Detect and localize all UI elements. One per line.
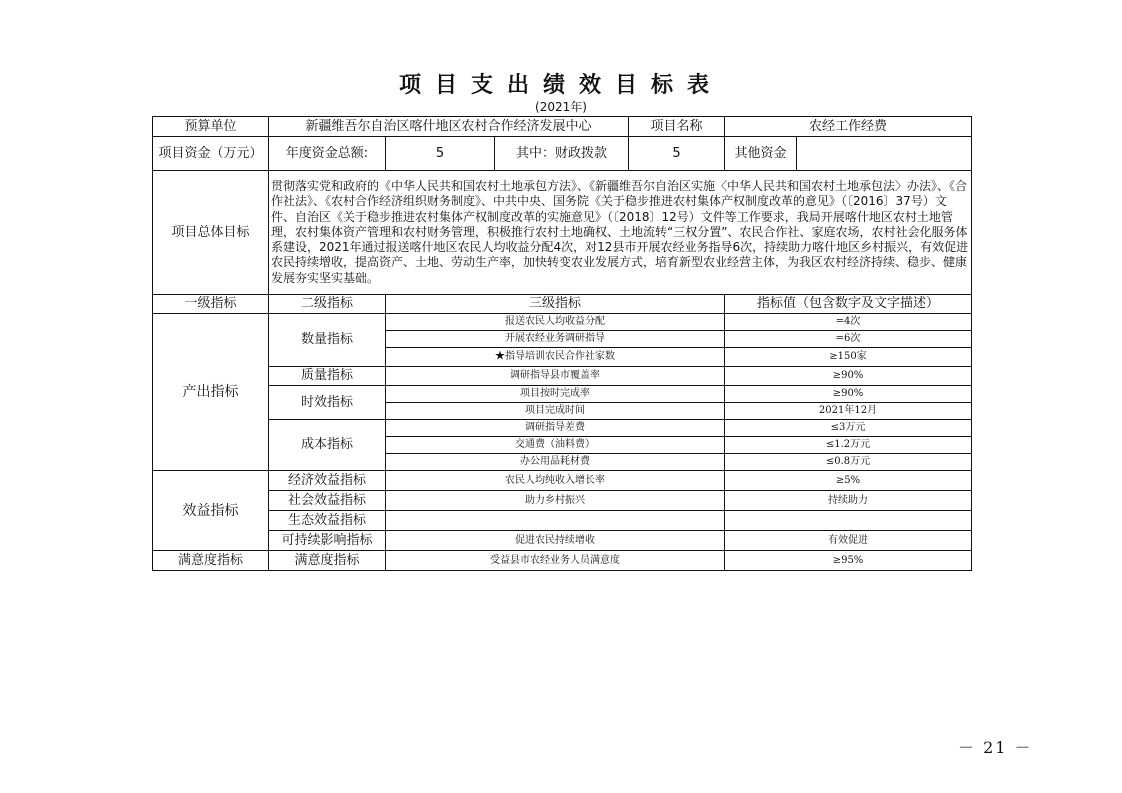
table-row: 农民人均纯收入增长率	[386, 471, 725, 491]
table-row: ★指导培训农民合作社家数	[386, 348, 725, 367]
annual-total-label: 年度资金总额:	[269, 137, 386, 171]
output-indicators-label: 产出指标	[153, 314, 269, 471]
annual-total-value: 5	[386, 137, 495, 171]
table-row-value: =4次	[725, 314, 972, 331]
table-row: 项目完成时间	[386, 403, 725, 420]
table-row: 调研指导县市覆盖率	[386, 367, 725, 386]
fiscal-label: 其中：财政拨款	[495, 137, 629, 171]
benefit-level2-label: 可持续影响指标	[269, 531, 386, 551]
table-row: 项目按时完成率	[386, 386, 725, 403]
page-title: 项目支出绩效目标表	[398, 72, 723, 98]
table-row-value: 持续助力	[725, 491, 972, 511]
project-name-label: 项目名称	[629, 117, 725, 137]
table-row-value: ≤0.8万元	[725, 454, 972, 471]
fiscal-value: 5	[629, 137, 725, 171]
quantity-indicators-label: 数量指标	[269, 314, 386, 367]
satisfaction-level2-label: 满意度指标	[269, 551, 386, 571]
table-row-value: ≥90%	[725, 367, 972, 386]
table-row: 交通费（油料费）	[386, 437, 725, 454]
table-row: 报送农民人均收益分配	[386, 314, 725, 331]
col-level3-header: 三级指标	[386, 295, 725, 314]
other-funds-label: 其他资金	[725, 137, 797, 171]
budget-unit-label: 预算单位	[153, 117, 269, 137]
overall-goal-label: 项目总体目标	[153, 171, 269, 295]
cost-indicators-label: 成本指标	[269, 420, 386, 471]
table-row: 受益县市农经业务人员满意度	[386, 551, 725, 571]
col-value-header: 指标值（包含数字及文字描述）	[725, 295, 972, 314]
page-number: － 21 －	[958, 738, 1033, 757]
table-row: 开展农经业务调研指导	[386, 331, 725, 348]
project-name-value: 农经工作经费	[725, 117, 972, 137]
col-level1-header: 一级指标	[153, 295, 269, 314]
quality-indicators-label: 质量指标	[269, 367, 386, 386]
benefit-level2-label: 生态效益指标	[269, 511, 386, 531]
table-row-value: =6次	[725, 331, 972, 348]
table-row-value: ≥90%	[725, 386, 972, 403]
benefit-level2-label: 社会效益指标	[269, 491, 386, 511]
table-row-value: ≤1.2万元	[725, 437, 972, 454]
table-row: 办公用品耗材费	[386, 454, 725, 471]
other-funds-value	[797, 137, 972, 171]
table-row	[386, 511, 725, 531]
timeliness-indicators-label: 时效指标	[269, 386, 386, 420]
table-row-value	[725, 511, 972, 531]
project-funds-label: 项目资金（万元）	[153, 137, 269, 171]
table-row-value: ≥150家	[725, 348, 972, 367]
satisfaction-indicators-label: 满意度指标	[153, 551, 269, 571]
performance-goal-table	[152, 116, 972, 571]
table-row-value: ≥5%	[725, 471, 972, 491]
budget-unit-value: 新疆维吾尔自治区喀什地区农村合作经济发展中心	[269, 117, 629, 137]
overall-goal-text: 贯彻落实党和政府的《中华人民共和国农村土地承包方法》、《新疆维吾尔自治区实施〈中华人民共和国农村土地承包法〉办法》、《合作社法》、《农村合作经济组织财务制度》、中共中央、国务院《关于稳步推进农村集体产权制度改革的意见》（〔2016〕37号）文件、自治区《关于稳步推进农村集体产权制度改革的实施意见》（〔2018〕12号）文件等工作要求，我局开展喀什地区农村土地管理，农村集体资产管理和农村财务管理，积极推行农村土地确权、土地流转“三权分置”、农民合作社、家庭农场，农村社会化服务体系建设，2021年通过报送喀什地区农民人均收益分配4次，对12县市开展农经业务指导6次，持续助力喀什地区乡村振兴，有效促进农民持续增收，提高资产、土地、劳动生产率，加快转变农业发展方式，培育新型农业经营主体，为我区农村经济持续、稳步、健康发展夯实坚实基础。	[269, 171, 972, 295]
col-level2-header: 二级指标	[269, 295, 386, 314]
table-row: 助力乡村振兴	[386, 491, 725, 511]
benefit-indicators-label: 效益指标	[153, 471, 269, 551]
table-row: 调研指导差费	[386, 420, 725, 437]
table-year: (2021年)	[535, 100, 587, 114]
table-row-value: 2021年12月	[725, 403, 972, 420]
table-row-value: ≤3万元	[725, 420, 972, 437]
table-row-value: ≥95%	[725, 551, 972, 571]
table-row: 促进农民持续增收	[386, 531, 725, 551]
table-row-value: 有效促进	[725, 531, 972, 551]
benefit-level2-label: 经济效益指标	[269, 471, 386, 491]
